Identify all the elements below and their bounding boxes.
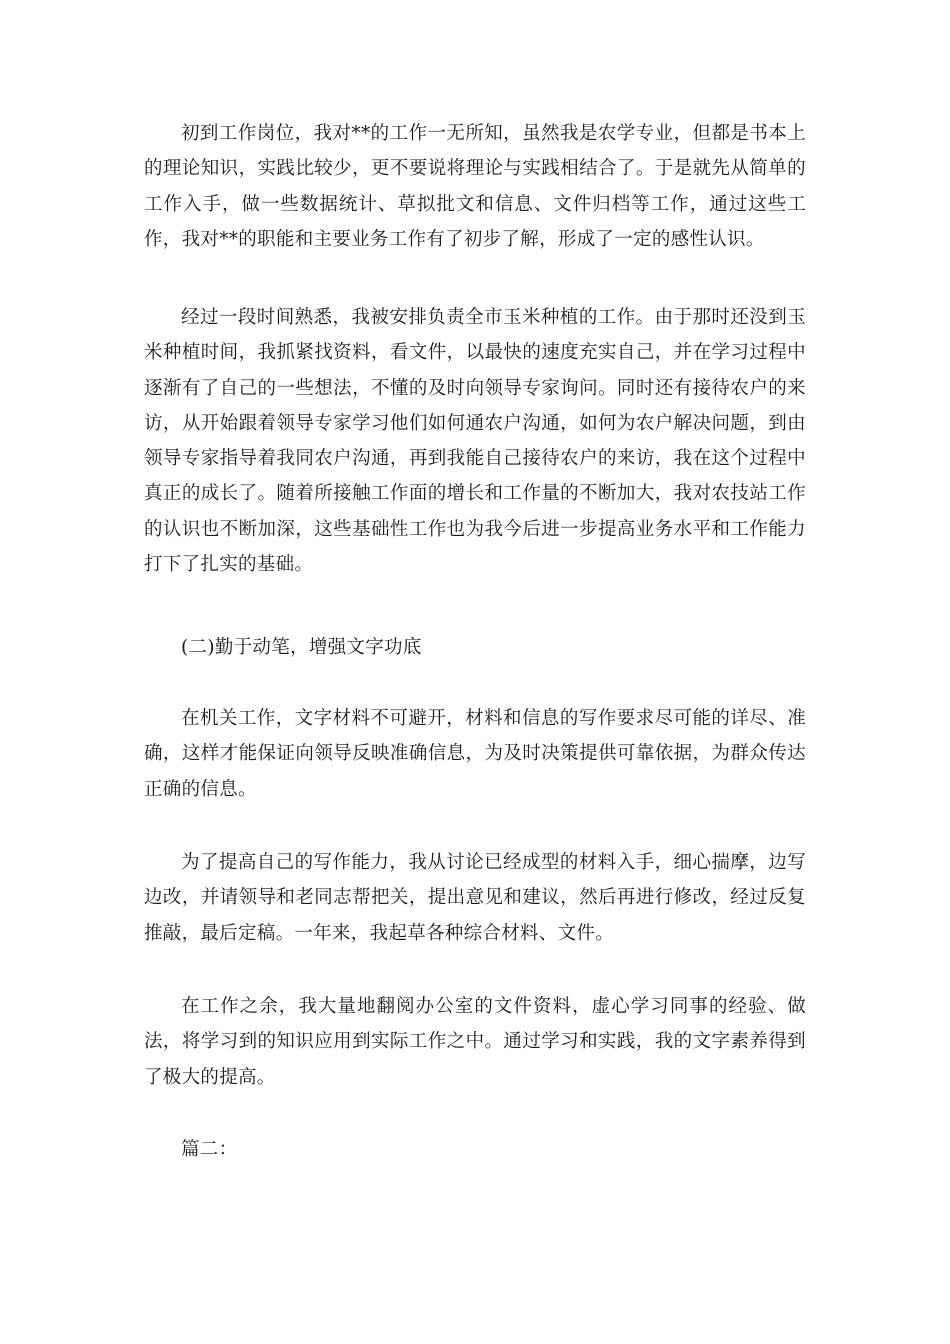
paragraph-office-writing: 在机关工作，文字材料不可避开，材料和信息的写作要求尽可能的详尽、准确，这样才能保证向领导反映准确信息，为及时决策提供可靠依据，为群众传达正确的信息。 (144, 708, 806, 800)
paragraph-spare-time-study: 在工作之余，我大量地翻阅办公室的文件资料，虚心学习同事的经验、做法，将学习到的知识应用到实际工作之中。通过学习和实践，我的文字素养得到了极大的提高。 (144, 996, 806, 1088)
section-heading-writing: (二)勤于动笔，增强文字功底 (181, 637, 422, 658)
paragraph-improve-writing: 为了提高自己的写作能力，我从讨论已经成型的材料入手，细心揣摩，边写边改，并请领导和老同志帮把关，提出意见和建议，然后再进行修改，经过反复推敲，最后定稿。一年来，我起草各种综合材料、文件。 (144, 852, 806, 944)
chapter-heading-part-two: 篇二： (181, 1139, 238, 1160)
paragraph-corn-planting: 经过一段时间熟悉，我被安排负责全市玉米种植的工作。由于那时还没到玉米种植时间，我抓紧找资料，看文件，以最快的速度充实自己，并在学习过程中逐渐有了自己的一些想法，不懂的及时向领导专家询问。同时还有接待农户的来访，从开始跟着领导专家学习他们如何通农户沟通，如何为农户解决问题，到由领导专家指导着我同农户沟通，再到我能自己接待农户的来访，我在这个过程中真正的成长了。随着所接触工作面的增长和工作量的不断加大，我对农技站工作的认识也不断加深，这些基础性工作也为我今后进一步提高业务水平和工作能力打下了扎实的基础。 (144, 307, 806, 576)
paragraph-work-start: 初到工作岗位，我对**的工作一无所知，虽然我是农学专业，但都是书本上的理论知识，实践比较少，更不要说将理论与实践相结合了。于是就先从简单的工作入手，做一些数据统计、草拟批文和信息、文件归档等工作，通过这些工作，我对**的职能和主要业务工作有了初步了解，形成了一定的感性认识。 (144, 123, 806, 250)
